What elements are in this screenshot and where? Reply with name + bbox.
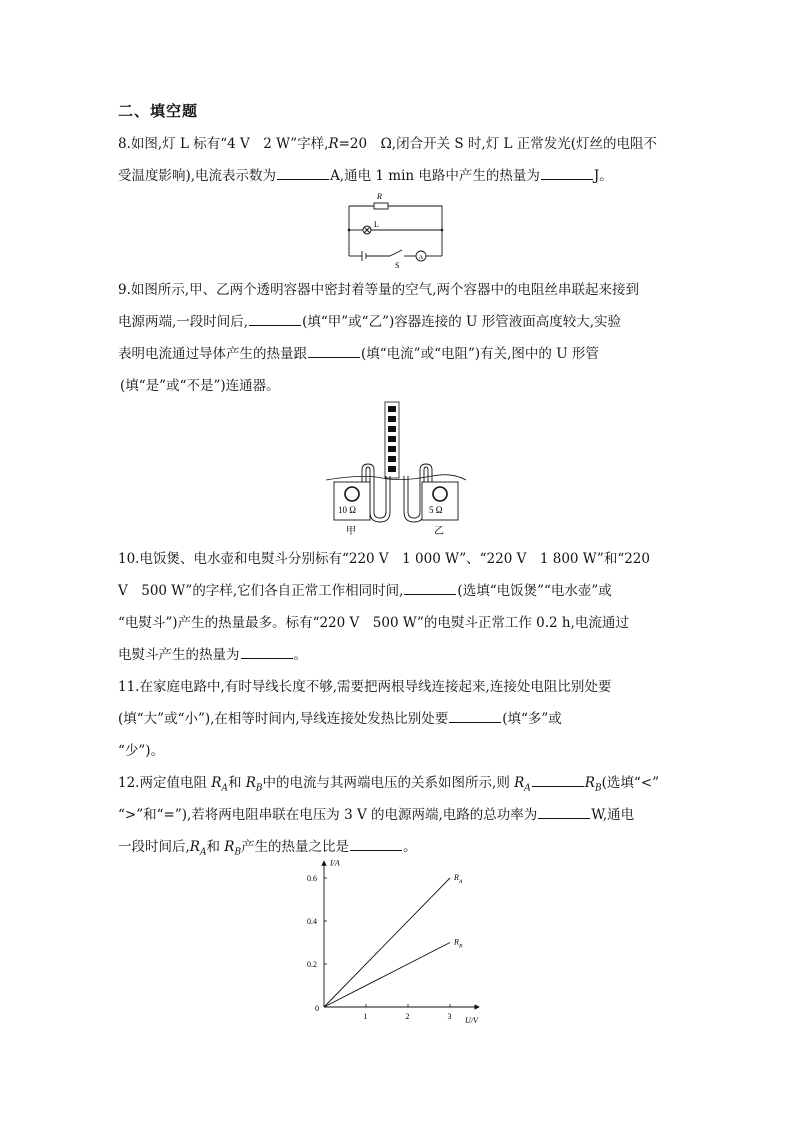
q10-blank-heat[interactable]	[241, 645, 293, 659]
y-tick-label: 0.6	[307, 874, 317, 883]
q9-line1: 9.如图所示,甲、乙两个透明容器中密封着等量的空气,两个容器中的电阻丝串联起来接到	[118, 282, 639, 298]
q12-ra-sub-2: A	[524, 783, 531, 794]
q12-ra-symbol-2: R	[514, 775, 525, 791]
y-tick-label: 0.2	[307, 960, 317, 969]
q12-blank-heat-ratio[interactable]	[350, 837, 402, 851]
q10-line1: 10.电饭煲、电水壶和电熨斗分别标有“220 V 1 000 W”、“220 V 1 800 W”和“220	[118, 551, 650, 567]
series-label-ra: R	[454, 873, 459, 882]
q9-apparatus-diagram	[322, 400, 472, 540]
q9-text-e: (填“是”或“不是”)连通器。	[120, 378, 280, 394]
q12-text-d: (选填“<”	[601, 775, 659, 791]
q8-line2	[118, 166, 613, 186]
q8-fig-l-label: L	[374, 220, 379, 229]
series-line-ra	[324, 878, 450, 1007]
q8-text-d: 受温度影响),电流表示数为	[118, 168, 277, 184]
q11-text-a: (填“大”或“小”),在相等时间内,导线连接处发热比别处要	[118, 711, 449, 727]
q9-line3	[118, 344, 599, 364]
q10-text-b: (选填“电饭煲”“电水壶”或	[457, 583, 612, 599]
y-axis-label: I/A	[330, 858, 340, 868]
q12-text-e: “>”和“=”),若将两电阻串联在电压为 3 V 的电源两端,电路的总功率为	[118, 807, 538, 823]
q12-text-a: 12.两定值电阻	[118, 775, 212, 791]
q9-right-container-name: 乙	[434, 526, 444, 537]
q12-rb-sub-3: B	[234, 847, 242, 858]
q12-ra-sub-3: A	[199, 847, 207, 858]
q8-fig-s-label: S	[395, 261, 400, 270]
series-label-rb: R	[454, 937, 459, 947]
q10-line2	[118, 581, 612, 601]
q12-line2	[118, 805, 634, 825]
q10-line3: “电熨斗”)产生的热量最多。标有“220 V 500 W”的电熨斗正常工作 0.2 h,电流通过	[118, 615, 629, 631]
series-line-rb	[324, 943, 450, 1008]
q10-line4	[118, 645, 307, 665]
q10-blank-appliance[interactable]	[404, 581, 456, 595]
q12-ra-symbol-3: R	[189, 839, 200, 855]
q9-blank-container[interactable]	[249, 312, 301, 326]
q12-text-j: 。	[403, 839, 417, 855]
q8-blank-heat[interactable]	[541, 166, 593, 180]
q10-text-a: V 500 W”的字样,它们各自正常工作相同时间,	[118, 583, 404, 599]
q12-rb-symbol: R	[245, 775, 256, 791]
q12-rb-symbol-3: R	[224, 839, 235, 855]
q8-fig-a-label: A	[418, 254, 424, 261]
q12-rb-sub: B	[255, 783, 263, 794]
q9-text-c: 表明电流通过导体产生的热量跟	[118, 346, 307, 362]
q9-blank-factor[interactable]	[308, 344, 360, 358]
q12-rb-symbol-2: R	[584, 775, 595, 791]
q12-text-i: 产生的热量之比是	[241, 839, 350, 855]
q12-ra-symbol: R	[211, 775, 222, 791]
x-tick-label: 3	[447, 1012, 452, 1021]
q9-left-container-name: 甲	[346, 526, 356, 537]
q12-line1	[118, 773, 659, 799]
q8-blank-current[interactable]	[277, 166, 329, 180]
origin-label: 0	[315, 1004, 319, 1013]
q8-circuit-diagram	[340, 190, 450, 270]
q12-text-b: 和	[227, 775, 246, 791]
series-label-sub-rb: B	[459, 943, 463, 950]
q9-line4	[118, 376, 280, 396]
q8-text-e: A,通电 1 min 电路中产生的热量为	[330, 168, 540, 184]
q9-text-a: 电源两端,一段时间后,	[118, 314, 249, 330]
q10-text-c: 电熨斗产生的热量为	[118, 647, 240, 663]
x-tick-label: 2	[405, 1012, 410, 1021]
q8-r-symbol: R	[328, 136, 339, 152]
q9-right-resistor-label: 5 Ω	[429, 505, 443, 515]
q8-line1	[118, 134, 657, 154]
x-axis-label: U/V	[465, 1016, 478, 1025]
q12-blank-compare[interactable]	[532, 773, 584, 787]
q11-blank-heating[interactable]	[449, 709, 501, 723]
q8-text-c: =20 Ω,闭合开关 S 时,灯 L 正常发光(灯丝的电阻不	[338, 136, 658, 152]
iu-chart	[300, 852, 500, 1027]
q12-text-g: 一段时间后,	[118, 839, 190, 855]
q11-line1: 11.在家庭电路中,有时导线长度不够,需要把两根导线连接起来,连接处电阻比别处要	[118, 679, 612, 695]
q12-rb-sub-2: B	[594, 783, 602, 794]
q12-text-c: 中的电流与其两端电压的关系如图所示,则	[262, 775, 515, 791]
q9-text-d: (填“电流”或“电阻”)有关,图中的 U 形管	[361, 346, 599, 362]
x-tick-label: 1	[363, 1012, 368, 1021]
q11-line3: “少”)。	[118, 743, 165, 759]
q12-text-h: 和	[206, 839, 225, 855]
q9-left-resistor-label: 10 Ω	[338, 505, 356, 515]
q8-text-f: J。	[593, 168, 613, 184]
q11-line2	[118, 709, 562, 729]
q8-text-a: 8.如图,灯 L 标有“4 V 2 W”字样,	[118, 136, 329, 152]
series-label-sub-ra: A	[459, 879, 463, 885]
q8-fig-r-label: R	[377, 192, 382, 201]
q9-text-b: (填“甲”或“乙”)容器连接的 U 形管液面高度较大,实验	[302, 314, 621, 330]
q10-text-d: 。	[293, 647, 307, 663]
q9-line2	[118, 312, 621, 332]
section-title: 二、填空题	[118, 102, 199, 120]
y-tick-label: 0.4	[307, 917, 317, 926]
q11-text-b: (填“多”或	[502, 711, 562, 727]
q12-ra-sub: A	[221, 783, 228, 794]
q12-blank-power[interactable]	[538, 805, 590, 819]
chart-marks	[324, 873, 463, 1007]
q12-text-f: W,通电	[591, 807, 635, 823]
